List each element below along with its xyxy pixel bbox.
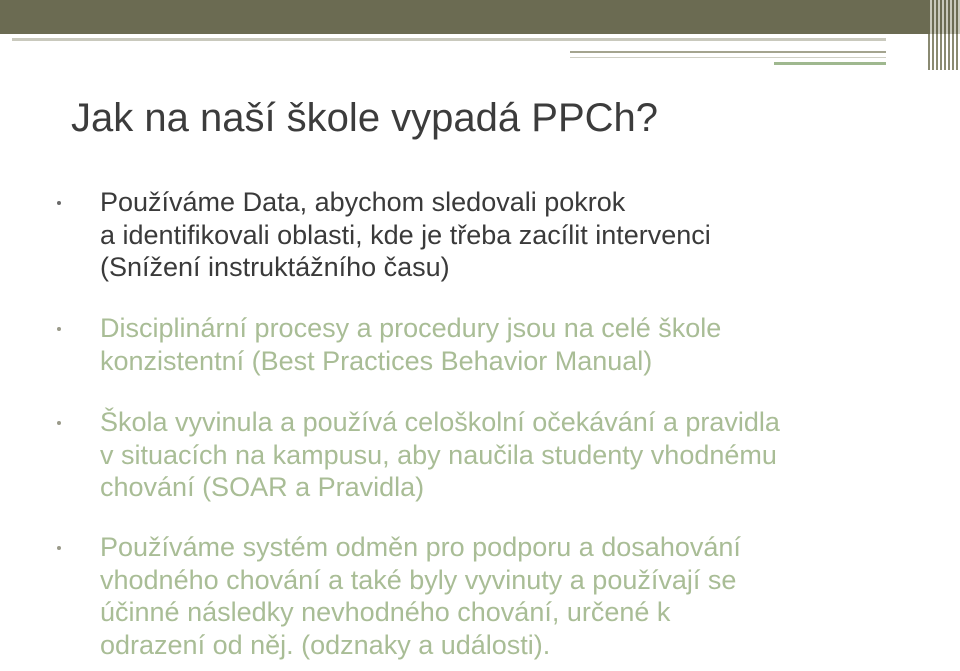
bullet-line: odrazení od něj. (odznaky a události). (100, 629, 551, 660)
bullet-line: a identifikovali oblasti, kde je třeba zacílit intervenci (100, 219, 711, 250)
bullet-dot-icon (57, 546, 61, 550)
bullet-line: Používáme Data, abychom sledovali pokrok (100, 187, 626, 217)
bullet-line: v situacích na kampusu, aby naučila studenty vhodnému (100, 439, 777, 470)
header-rule (12, 38, 886, 41)
bullet-item (100, 406, 920, 504)
decorative-stripes-top (928, 0, 960, 34)
accent-rule-green (774, 62, 886, 65)
bullet-dot-icon (57, 327, 61, 331)
bullet-item (100, 531, 920, 661)
slide-title: Jak na naší škole vypadá PPCh? (71, 96, 659, 140)
accent-rule-thin (570, 57, 886, 58)
bullet-line: Škola vyvinula a používá celoškolní očekávání a pravidla (100, 407, 780, 437)
bullet-line: Disciplinární procesy a procedury jsou na celé škole (100, 313, 722, 343)
bullet-dot-icon (57, 201, 61, 205)
bullet-line: (Snížení instruktážního času) (100, 252, 450, 282)
bullet-item (100, 186, 920, 284)
bullet-line: účinné následky nevhodného chování, určené k (100, 597, 671, 627)
accent-rule (570, 51, 886, 53)
bullet-line: konzistentní (Best Practices Behavior Manual) (100, 345, 653, 376)
bullet-dot-icon (57, 421, 61, 425)
header-bar (0, 0, 930, 34)
bullet-line: Používáme systém odměn pro podporu a dosahování (100, 532, 741, 562)
bullet-line: chování (SOAR a Pravidla) (100, 472, 425, 502)
bullet-item (100, 312, 920, 377)
bullet-line: vhodného chování a také byly vyvinuty a používají se (100, 564, 737, 595)
